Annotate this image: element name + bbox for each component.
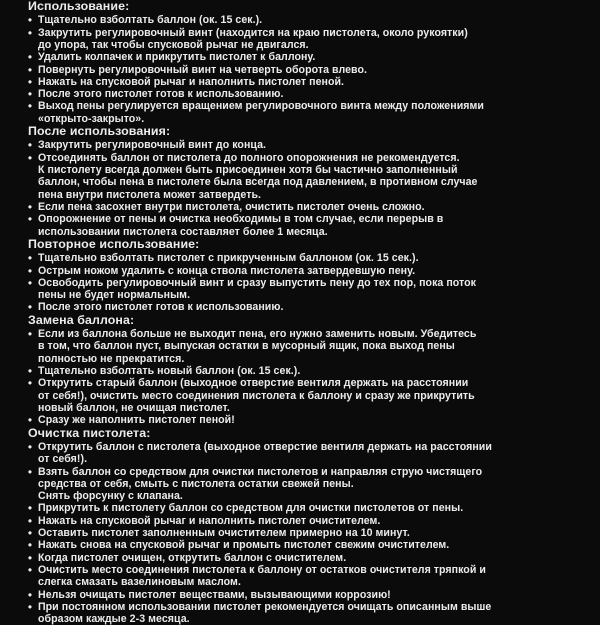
section-heading: После использования: <box>28 124 171 139</box>
list-item <box>22 441 582 466</box>
list-item <box>22 527 582 539</box>
list-item <box>22 552 582 564</box>
list-item-text: Прикрутить к пистолету баллон со средством для очистки пистолетов от пены. <box>38 502 464 515</box>
list-item-text: Выход пены регулируется вращением регулировочного винта между положениями «открыто-закрыто». <box>38 100 484 125</box>
list-item-text: Открутить старый баллон (выходное отверстие вентиля держать на расстоянии от себя!), очистить место соединения пистолета к баллону и сразу же прикрутить новый баллон, не очищая пистолет. <box>38 377 475 414</box>
bullet-icon: • <box>27 464 33 479</box>
bullet-icon: • <box>27 439 33 454</box>
bullet-icon: • <box>27 376 33 391</box>
section-heading: Повторное использование: <box>28 236 200 251</box>
list-item-text: Взять баллон со средством для очистки пистолетов и направляя струю чистящего средства от себя, смыть с пистолета остатки свежей пены. Снять форсунку с клапана. <box>38 465 483 503</box>
list-item <box>22 51 582 63</box>
bullet-icon: • <box>27 562 33 577</box>
list-item-text: Нажать на спусковой рычаг и наполнить пистолет очистителем. <box>38 514 381 527</box>
list-item-text: После этого пистолет готов к использованию. <box>38 301 284 314</box>
bullet-icon: • <box>27 501 33 516</box>
bullet-icon: • <box>27 599 33 614</box>
bullet-icon: • <box>27 25 33 40</box>
list-item-text: Сразу же наполнить пистолет пеной! <box>38 414 235 427</box>
list-item-text: Очистить место соединения пистолета к баллону от остатков очистителя тряпкой и слегка смазать вазелиновым маслом. <box>38 563 486 589</box>
bullet-icon: • <box>27 212 33 227</box>
list-item <box>22 539 582 551</box>
list-item <box>22 515 582 527</box>
bullet-icon: • <box>27 87 33 102</box>
section <box>22 0 582 125</box>
list-item <box>22 265 582 277</box>
bullet-icon: • <box>27 62 33 77</box>
list-item-text: Повернуть регулировочный винт на четверть оборота влево. <box>38 63 367 76</box>
list-item <box>22 27 582 52</box>
section <box>22 238 582 314</box>
list-item <box>22 213 582 238</box>
bullet-icon: • <box>27 538 33 553</box>
list-item-text: Освободить регулировочный винт и сразу выпустить пену до тех пор, пока поток пены не будет нормальным. <box>38 276 477 302</box>
bullet-icon: • <box>27 99 33 114</box>
section <box>22 125 582 238</box>
list-item <box>22 365 582 377</box>
list-item-text: Нажать снова на спусковой рычаг и промыть пистолет свежим очистителем. <box>38 539 450 552</box>
list-item <box>22 277 582 302</box>
list-item <box>22 14 582 26</box>
list-item-text: Удалить колпачек и прикрутить пистолет к баллону. <box>38 51 316 64</box>
list-item-text: Острым ножом удалить с конца ствола пистолета затвердевшую пену. <box>38 264 416 277</box>
section <box>22 427 582 625</box>
bullet-icon: • <box>27 251 33 266</box>
bullet-icon: • <box>27 364 33 379</box>
list-item <box>22 88 582 100</box>
bullet-icon: • <box>27 327 33 342</box>
list-item <box>22 377 582 414</box>
list-item <box>22 502 582 514</box>
list-item-text: Закрутить регулировочный винт (находится на краю пистолета, около рукоятки) до упора, так чтобы спусковой рычаг не двигался. <box>38 26 468 51</box>
list-item-text: Тщательно взболтать пистолет с прикрученным баллоном (ок. 15 сек.). <box>38 252 419 265</box>
bullet-icon: • <box>27 138 33 153</box>
list-item-text: Нельзя очищать пистолет веществами, вызывающими коррозию! <box>38 588 391 601</box>
list-item-text: Оставить пистолет заполненным очистителем примерно на 10 минут. <box>38 527 410 540</box>
list-item <box>22 201 582 213</box>
section <box>22 314 582 427</box>
bullet-icon: • <box>27 513 33 528</box>
list-item-text: Нажать на спусковой рычаг и наполнить пистолет пеной. <box>38 75 345 88</box>
list-item <box>22 564 582 589</box>
list-item-text: При постоянном использовании пистолет рекомендуется очищать описанным выше образом каждые 2-3 месяца. <box>38 600 492 625</box>
section-heading: Замена баллона: <box>28 312 135 327</box>
bullet-icon: • <box>27 199 33 214</box>
list-item-text: Если пена засохнет внутри пистолета, очистить пистолет очень сложно. <box>38 200 425 213</box>
list-item <box>22 76 582 88</box>
list-item-text: Когда пистолет очищен, открутить баллон с очистителем. <box>38 551 347 564</box>
bullet-icon: • <box>27 526 33 541</box>
bullet-icon: • <box>27 413 33 428</box>
list-item-text: Тщательно взболтать баллон (ок. 15 сек.). <box>38 14 263 27</box>
list-item-text: Тщательно взболтать новый баллон (ок. 15 сек.). <box>38 365 301 378</box>
list-item-text: Если из баллона больше не выходит пена, его нужно заменить новым. Убедитесь в том, что баллон пуст, выпуская остатки в мусорный ящик, пока выход пены полностью не прекратится. <box>38 328 477 365</box>
list-item-text: Открутить баллон с пистолета (выходное отверстие вентиля держать на расстоянии от себя!). <box>38 440 492 466</box>
list-item <box>22 64 582 76</box>
bullet-icon: • <box>27 275 33 290</box>
list-item <box>22 414 582 426</box>
list-item-text: После этого пистолет готов к использованию. <box>38 88 284 101</box>
list-item <box>22 152 582 201</box>
list-item <box>22 139 582 151</box>
bullet-icon: • <box>27 300 33 315</box>
list-item <box>22 589 582 601</box>
bullet-icon: • <box>27 263 33 278</box>
list-item <box>22 601 582 625</box>
list-item-text: Отсоединять баллон от пистолета до полного опорожнения не рекомендуется. К пистолету всегда должен быть присоединен хотя бы частично заполненный баллон, чтобы пена в пистолете была всегда под давлением, в противном случае пена внутри пистолета может затвердеть. <box>38 151 478 201</box>
list-item <box>22 100 582 125</box>
bullet-icon: • <box>27 74 33 89</box>
list-item <box>22 466 582 503</box>
list-item-text: Закрутить регулировочный винт до конца. <box>38 139 267 152</box>
section-heading: Очистка пистолета: <box>28 425 151 440</box>
bullet-icon: • <box>27 50 33 65</box>
bullet-icon: • <box>27 550 33 565</box>
list-item <box>22 328 582 365</box>
bullet-icon: • <box>27 587 33 602</box>
bullet-icon: • <box>27 150 33 165</box>
section-heading: Использование: <box>28 0 130 13</box>
list-item <box>22 301 582 313</box>
list-item <box>22 252 582 264</box>
bullet-icon: • <box>27 13 33 28</box>
list-item-text: Опорожнение от пены и очистка необходимы в том случае, если перерыв в использовании пистолета составляет более 1 месяца. <box>38 213 444 238</box>
